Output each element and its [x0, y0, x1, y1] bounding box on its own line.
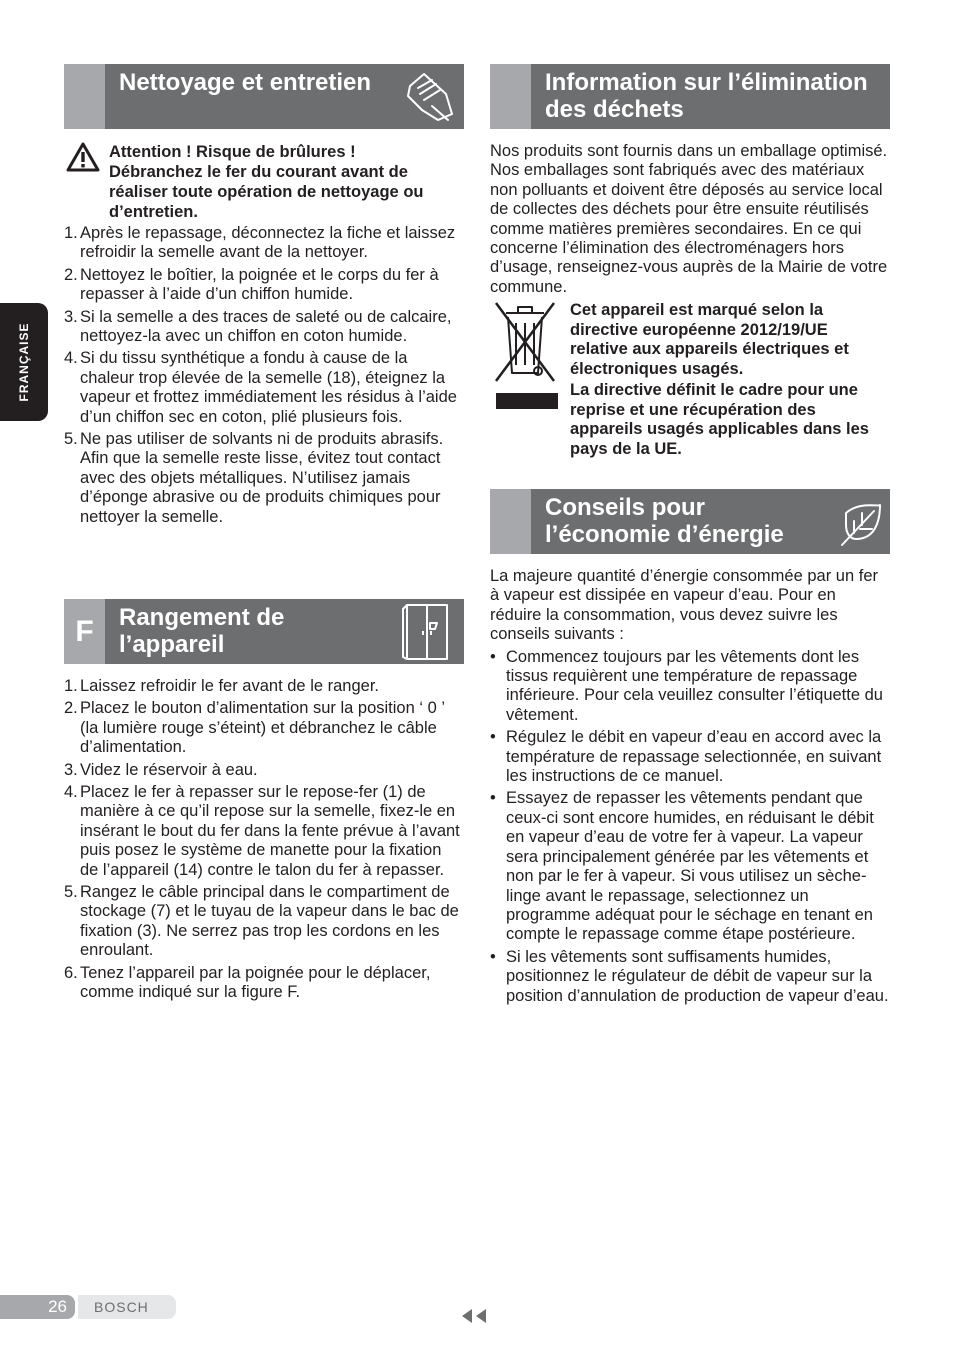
- list-item: [490, 648, 890, 726]
- section-header-conseils: [490, 489, 890, 554]
- right-column-lower: [490, 489, 890, 1009]
- step-number: 2.: [64, 265, 78, 284]
- list-item: [64, 677, 464, 696]
- list-item: [64, 699, 464, 757]
- list-item: [64, 883, 464, 961]
- weee-block: [490, 301, 890, 461]
- list-item: [64, 783, 464, 880]
- page-number: 26: [0, 1295, 75, 1319]
- step-text: Laissez refroidir le fer avant de le ranger.: [80, 677, 379, 695]
- step-number: 5.: [64, 883, 78, 902]
- list-item: [64, 964, 464, 1003]
- step-number: 4.: [64, 783, 78, 802]
- left-column: [64, 64, 464, 530]
- section-tab: [490, 64, 531, 129]
- section-title: Conseils pour l’économie d’énergie: [545, 494, 784, 548]
- section-header-elimination: [490, 64, 890, 129]
- bullet: •: [490, 728, 496, 747]
- step-text: Videz le réservoir à eau.: [80, 760, 258, 779]
- section-header-rangement: [64, 599, 464, 664]
- list-item: [64, 224, 464, 263]
- step-text: Rangez le câble principal dans le compartiment de stockage (7) et le tuyau de la vapeur dans le bac de fixation (3). Ne serrez pas trop les cordons en les enroulant.: [80, 883, 459, 960]
- list-item: [64, 266, 464, 305]
- bullet: •: [490, 947, 496, 966]
- step-number: 3.: [64, 760, 78, 779]
- weee-notice: Cet appareil est marqué selon la directive européenne 2012/19/UE relative aux appareils électriques et électroniques usagés.: [570, 301, 849, 378]
- section-title: Nettoyage et entretien: [119, 69, 372, 96]
- tip-text: Commencez toujours par les vêtements dont les tissus requièrent une température de repassage inférieure. Pour cela veuillez consulter l’étiquette du vêtement.: [506, 647, 883, 724]
- tip-text: Si les vêtements sont suffisaments humides, positionnez le régulateur de débit de vapeur sur la position d’annulation de production de vapeur d’eau.: [506, 947, 889, 1005]
- section-header-nettoyage: [64, 64, 464, 129]
- language-tab: [0, 303, 48, 421]
- conseils-intro: La majeure quantité d’énergie consommée par un fer à vapeur est dissipée en vapeur d’eau. Pour en réduire la consommation, vous devez suivre les conseils suivants :: [490, 567, 878, 644]
- list-item: [64, 349, 464, 427]
- storage-cabinet-icon: [401, 603, 453, 661]
- tip-text: Régulez le débit en vapeur d’eau en accord avec la température de repassage selectionnée, en suivant les instructions de ce manuel.: [506, 728, 882, 786]
- storage-steps: [64, 677, 464, 1003]
- brand-label: BOSCH: [78, 1295, 176, 1319]
- language-label: FRANÇAISE: [17, 322, 31, 402]
- leaf-icon: [840, 499, 886, 547]
- step-number: 5.: [64, 430, 78, 449]
- weee-directive: La directive définit le cadre pour une reprise et une récupération des appareils usagés applicables dans les pays de la UE.: [570, 381, 869, 458]
- bullet: •: [490, 647, 496, 666]
- crossed-bin-icon: [492, 301, 558, 411]
- list-item: [490, 948, 890, 1006]
- warning-triangle-icon: [66, 142, 100, 172]
- left-column-lower: [64, 599, 464, 1006]
- list-item: [64, 308, 464, 347]
- list-item: [64, 430, 464, 527]
- cleaning-steps: [64, 224, 464, 527]
- step-text: Si la semelle a des traces de saleté ou de calcaire, nettoyez-la avec un chiffon en coton humide.: [80, 307, 452, 346]
- step-text: Nettoyez le boîtier, la poignée et le corps du fer à repasser à l’aide d’un chiffon humide.: [80, 265, 439, 304]
- list-item: [490, 789, 890, 944]
- step-number: 4.: [64, 349, 78, 368]
- warning-block: [64, 142, 464, 222]
- step-text: Ne pas utiliser de solvants ni de produits abrasifs. Afin que la semelle reste lisse, évitez tout contact avec des objets métalliques. N’utilisez jamais d’éponge abrasive ou de produits chimiques pour nettoyer la semelle.: [80, 430, 444, 526]
- list-item: [490, 728, 890, 786]
- section-tab-letter: F: [64, 599, 105, 664]
- section-title: Information sur l’élimination des déchets: [545, 69, 868, 123]
- cleaning-hand-icon: [402, 70, 458, 124]
- energy-tips: [490, 648, 890, 1006]
- warning-text: Débranchez le fer du courant avant de réaliser toute opération de nettoyage ou d’entretien.: [109, 163, 424, 221]
- right-column: [490, 64, 890, 461]
- list-item: [64, 761, 464, 780]
- tip-text: Essayez de repasser les vêtements pendant que ceux-ci sont encore humides, en réduisant le débit en vapeur d’eau de votre fer à vapeur. La vapeur sera principalement générée par les vêtements et non par le fer à vapeur. Si vous utilisez un sèche-linge avant le repassage, selectionnez un programme adéquat pour le séchage en tenant en compte le repassage comme étape postérieure.: [506, 789, 874, 944]
- step-text: Après le repassage, déconnectez la fiche et laissez refroidir la semelle avant de la nettoyer.: [80, 224, 456, 262]
- step-number: 2.: [64, 699, 78, 718]
- bullet: •: [490, 789, 496, 808]
- step-text: Tenez l’appareil par la poignée pour le déplacer, comme indiqué sur la figure F.: [80, 963, 431, 1002]
- previous-page-icon[interactable]: [462, 1309, 490, 1323]
- warning-title: Attention ! Risque de brûlures !: [109, 143, 356, 161]
- step-text: Si du tissu synthétique a fondu à cause de la chaleur trop élevée de la semelle (18), éteignez la vapeur et frottez immédiatement les résidus à l’aide d’un chiffon sec en coton, plié plusieurs fois.: [80, 349, 457, 426]
- section-tab: [64, 64, 105, 129]
- elimination-intro: Nos produits sont fournis dans un emballage optimisé. Nos emballages sont fabriqués avec des matériaux non polluants et doivent être déposés au service local de collectes des déchets pour être ensuite réutilisés comme matières premières secondaires. En ce qui concerne l’élimination des électroménagers hors d’usage, renseignez-vous auprès de la Mairie de votre commune.: [490, 142, 888, 296]
- section-title: Rangement de l’appareil: [119, 604, 285, 658]
- section-tab: [490, 489, 531, 554]
- step-text: Placez le bouton d’alimentation sur la position ‘ 0 ’ (la lumière rouge s’éteint) et débranchez le câble d’alimentation.: [80, 699, 445, 757]
- step-number: 6.: [64, 963, 78, 982]
- step-number: 1.: [64, 224, 78, 242]
- step-text: Placez le fer à repasser sur le repose-fer (1) de manière à ce qu’il repose sur la semelle, fixez-le en insérant le bout du fer dans la fente prévue à l’avant puis posez le système de manette pour la fixation de l’appareil (14) contre le talon du fer à repasser.: [80, 783, 460, 879]
- step-number: 3.: [64, 307, 78, 326]
- step-number: 1.: [64, 677, 78, 695]
